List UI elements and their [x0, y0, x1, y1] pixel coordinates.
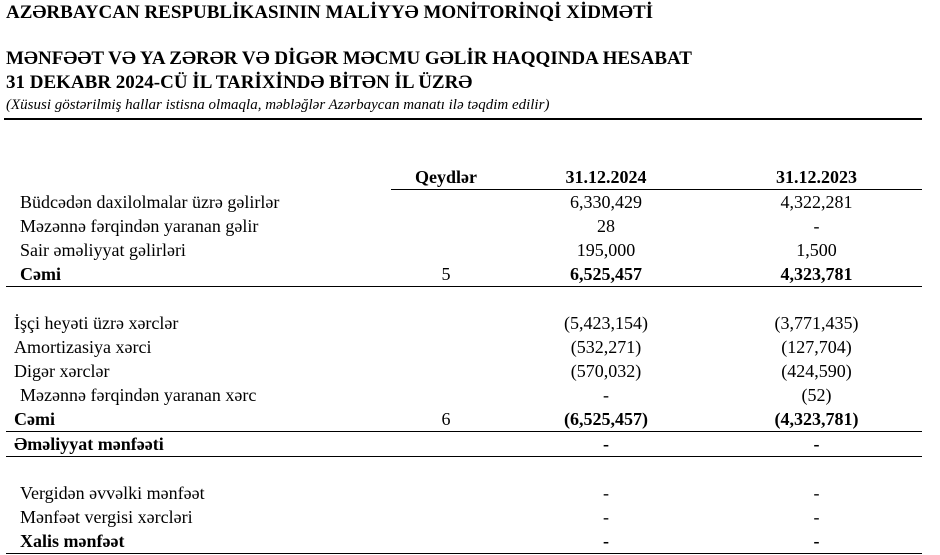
spacer-row [6, 287, 922, 312]
row-note [391, 359, 501, 383]
row-value-2023: (52) [801, 385, 832, 405]
row-value-2024: 6,525,457 [501, 262, 711, 287]
row-value-2024: - [603, 483, 609, 503]
column-header-row [6, 165, 922, 190]
income-statement-table [6, 165, 922, 554]
row-label: Əməliyyat mənfəəti [6, 432, 391, 457]
row-value-2023: - [711, 529, 922, 554]
row-value-2023: (424,590) [781, 361, 852, 381]
income-total-row [6, 262, 922, 287]
year-2024-column-header: 31.12.2024 [501, 165, 711, 190]
row-label: Sair əməliyyat gəlirləri [20, 240, 186, 260]
row-note [391, 190, 501, 215]
row-note [391, 481, 501, 505]
statement-title: MƏNFƏƏT VƏ YA ZƏRƏR VƏ DİGƏR MƏCMU GƏLİR HAQQINDA HESABAT [6, 48, 692, 69]
statement-subtitle: (Xüsusi göstərilmiş hallar istisna olmaqla, məbləğlər Azərbaycan manatı ilə təqdim edilir) [6, 97, 550, 113]
notes-column-header: Qeydlər [391, 165, 501, 190]
row-note [391, 383, 501, 407]
row-value-2023: - [813, 216, 820, 236]
row-value-2024: - [501, 432, 711, 457]
row-note [391, 335, 501, 359]
row-value-2024: - [603, 507, 609, 527]
table-row [6, 190, 922, 215]
organization-name: AZƏRBAYCAN RESPUBLİKASININ MALİYYƏ MONİTORİNQİ XİDMƏTİ [6, 2, 654, 23]
row-note [391, 432, 501, 457]
row-label: İşçi heyəti üzrə xərclər [14, 313, 179, 333]
row-value-2023: 4,322,281 [780, 192, 853, 212]
row-value-2023: (4,323,781) [711, 407, 922, 432]
row-note [391, 311, 501, 335]
row-note: 5 [391, 262, 501, 287]
row-note [391, 505, 501, 529]
row-label: Mənfəət vergisi xərcləri [20, 507, 193, 527]
operating-profit-row [6, 432, 922, 457]
row-value-2024: - [603, 385, 609, 405]
table-row [6, 335, 922, 359]
expense-total-row [6, 407, 922, 432]
row-value-2023: (127,704) [781, 337, 852, 357]
row-note [391, 529, 501, 554]
row-value-2024: 28 [597, 216, 615, 236]
row-label: Məzənnə fərqindən yaranan gəlir [20, 216, 259, 236]
row-value-2023: - [711, 432, 922, 457]
table-row [6, 238, 922, 262]
table-row [6, 505, 922, 529]
row-label: Məzənnə fərqindən yaranan xərc [20, 385, 257, 405]
row-label: Vergidən əvvəlki mənfəət [20, 483, 205, 503]
header-rule [4, 118, 922, 120]
row-label: Büdcədən daxilolmalar üzrə gəlirlər [20, 191, 280, 212]
row-label: Cəmi [6, 407, 391, 432]
row-value-2024: (6,525,457) [501, 407, 711, 432]
row-value-2023: (3,771,435) [774, 313, 859, 333]
net-profit-row [6, 529, 922, 554]
spacer-row [6, 457, 922, 482]
row-value-2024: 6,330,429 [570, 192, 642, 212]
row-label: Xalis mənfəət [6, 529, 391, 554]
row-note: 6 [391, 407, 501, 432]
table-row [6, 359, 922, 383]
year-2023-column-header: 31.12.2023 [711, 165, 922, 190]
row-value-2024: 195,000 [576, 240, 636, 260]
row-value-2024: (5,423,154) [564, 313, 648, 333]
row-value-2023: 4,323,781 [711, 262, 922, 287]
row-label: Amortizasiya xərci [14, 337, 152, 357]
row-value-2023: - [813, 507, 820, 527]
row-value-2024: (570,032) [570, 361, 642, 381]
row-value-2023: - [813, 483, 820, 503]
table-row [6, 481, 922, 505]
statement-period: 31 DEKABR 2024-CÜ İL TARİXİNDƏ BİTƏN İL ÜZRƏ [6, 72, 473, 93]
row-label: Digər xərclər [14, 361, 110, 381]
row-value-2024: (532,271) [570, 337, 642, 357]
table-row [6, 383, 922, 407]
row-value-2024: - [501, 529, 711, 554]
table-row [6, 311, 922, 335]
row-label: Cəmi [6, 262, 391, 287]
table-row [6, 214, 922, 238]
row-value-2023: 1,500 [796, 240, 837, 260]
row-note [391, 214, 501, 238]
row-note [391, 238, 501, 262]
